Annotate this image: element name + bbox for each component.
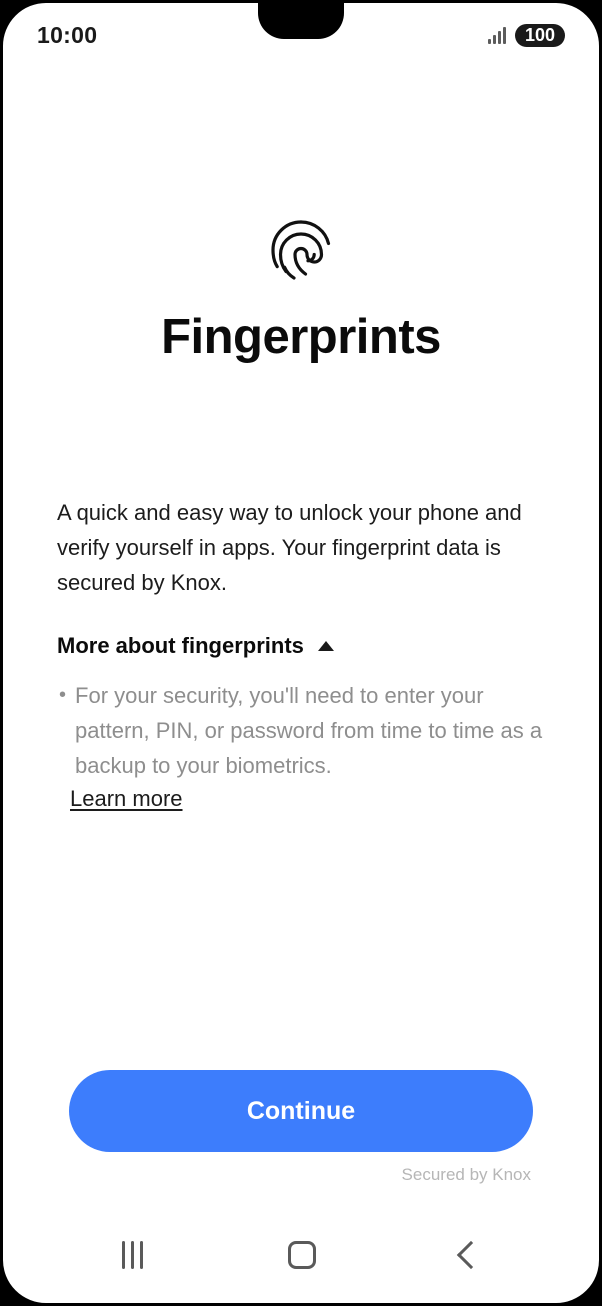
battery-indicator: 100 <box>515 24 565 47</box>
status-time: 10:00 <box>37 21 98 48</box>
chevron-up-icon <box>318 641 334 651</box>
footer-section <box>3 1070 599 1185</box>
secured-by-knox-label: Secured by Knox <box>401 1165 531 1184</box>
main-content <box>3 67 599 1303</box>
fingerprint-icon <box>264 213 338 287</box>
more-about-fingerprints-toggle[interactable] <box>57 633 545 659</box>
recents-icon[interactable] <box>122 1241 143 1269</box>
hero-section <box>3 67 599 365</box>
learn-more-link[interactable]: Learn more <box>70 786 183 811</box>
system-nav-bar <box>3 1207 599 1303</box>
bullet-marker: • <box>59 684 67 706</box>
continue-button[interactable]: Continue <box>69 1070 533 1152</box>
signal-bars-icon <box>488 26 506 44</box>
home-icon[interactable] <box>288 1241 316 1269</box>
back-icon[interactable] <box>456 1241 484 1269</box>
camera-notch <box>258 3 344 39</box>
security-note-text: For your security, you'll need to enter your pattern, PIN, or password from time to time as a backup to your biometrics. <box>75 683 543 778</box>
description-section <box>3 495 599 812</box>
more-about-fingerprints-label: More about fingerprints <box>57 633 304 658</box>
page-title: Fingerprints <box>161 310 441 364</box>
description-text: A quick and easy way to unlock your phone and verify yourself in apps. Your fingerprint data is secured by Knox. <box>57 500 522 595</box>
security-note <box>57 678 545 783</box>
status-indicators <box>488 24 565 47</box>
